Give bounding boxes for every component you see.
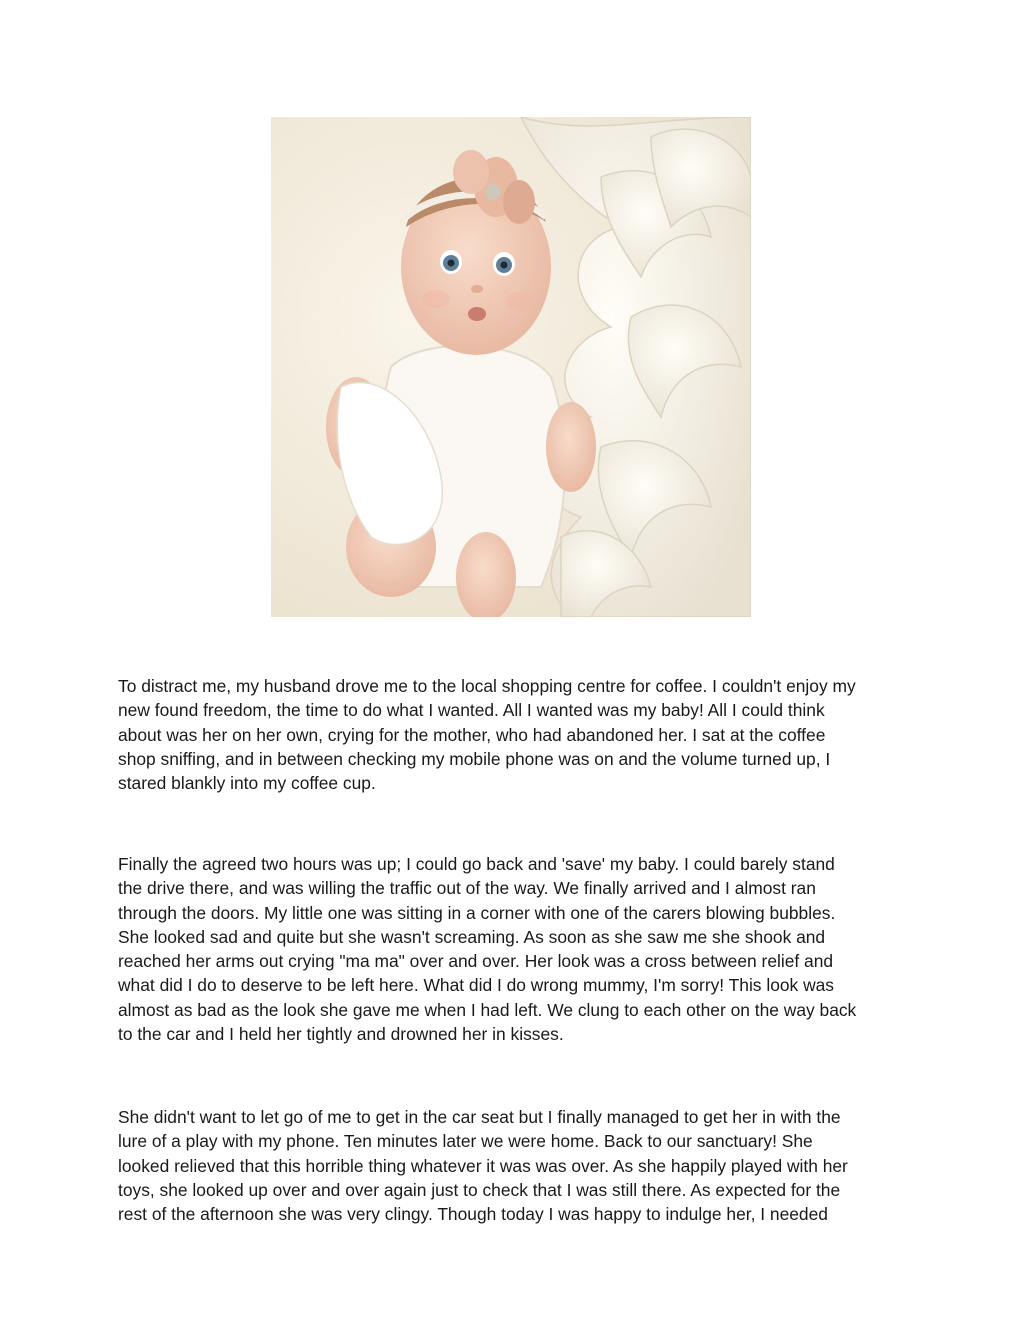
paragraph-home: She didn't want to let go of me to get in the car seat but I finally managed to get her in with the lure of a play with my phone. Ten minutes later we were home. Back to our sanctuary! She looked relieved that this horrible thing whatever it was was over. As she happily played with her toys, she looked up over and over again just to check that I was still there. As expected for the rest of the afternoon she was very clingy. Though today I was happy to indulge her, I needed (118, 1107, 848, 1225)
paragraph-pickup: Finally the agreed two hours was up; I could go back and 'save' my baby. I could barely stand the drive there, and was willing the traffic out of the way. We finally arrived and I almost ran through the doors. My little one was sitting in a corner with one of the carers blowing bubbles. She looked sad and quite but she wasn't screaming. As soon as she saw me she shook and reached her arms out crying "ma ma" over and over. Her look was a cross between relief and what did I do to deserve to be left here. What did I do wrong mummy, I'm sorry! This look was almost as bad as the look she gave me when I had left. We clung to each other on the way back to the car and I held her tightly and drowned her in kisses. (118, 854, 857, 1045)
paragraph-coffee-shop: To distract me, my husband drove me to the local shopping centre for coffee. I couldn't enjoy my new found freedom, the time to do what I wanted. All I wanted was my baby! All I could think about was her on her own, crying for the mother, who had abandoned her. I sat at the coffee shop sniffing, and in between checking my mobile phone was on and the volume turned up, I stared blankly into my coffee cup. (118, 676, 856, 794)
baby-photo-illustration (271, 117, 751, 617)
baby-photo (271, 117, 751, 617)
